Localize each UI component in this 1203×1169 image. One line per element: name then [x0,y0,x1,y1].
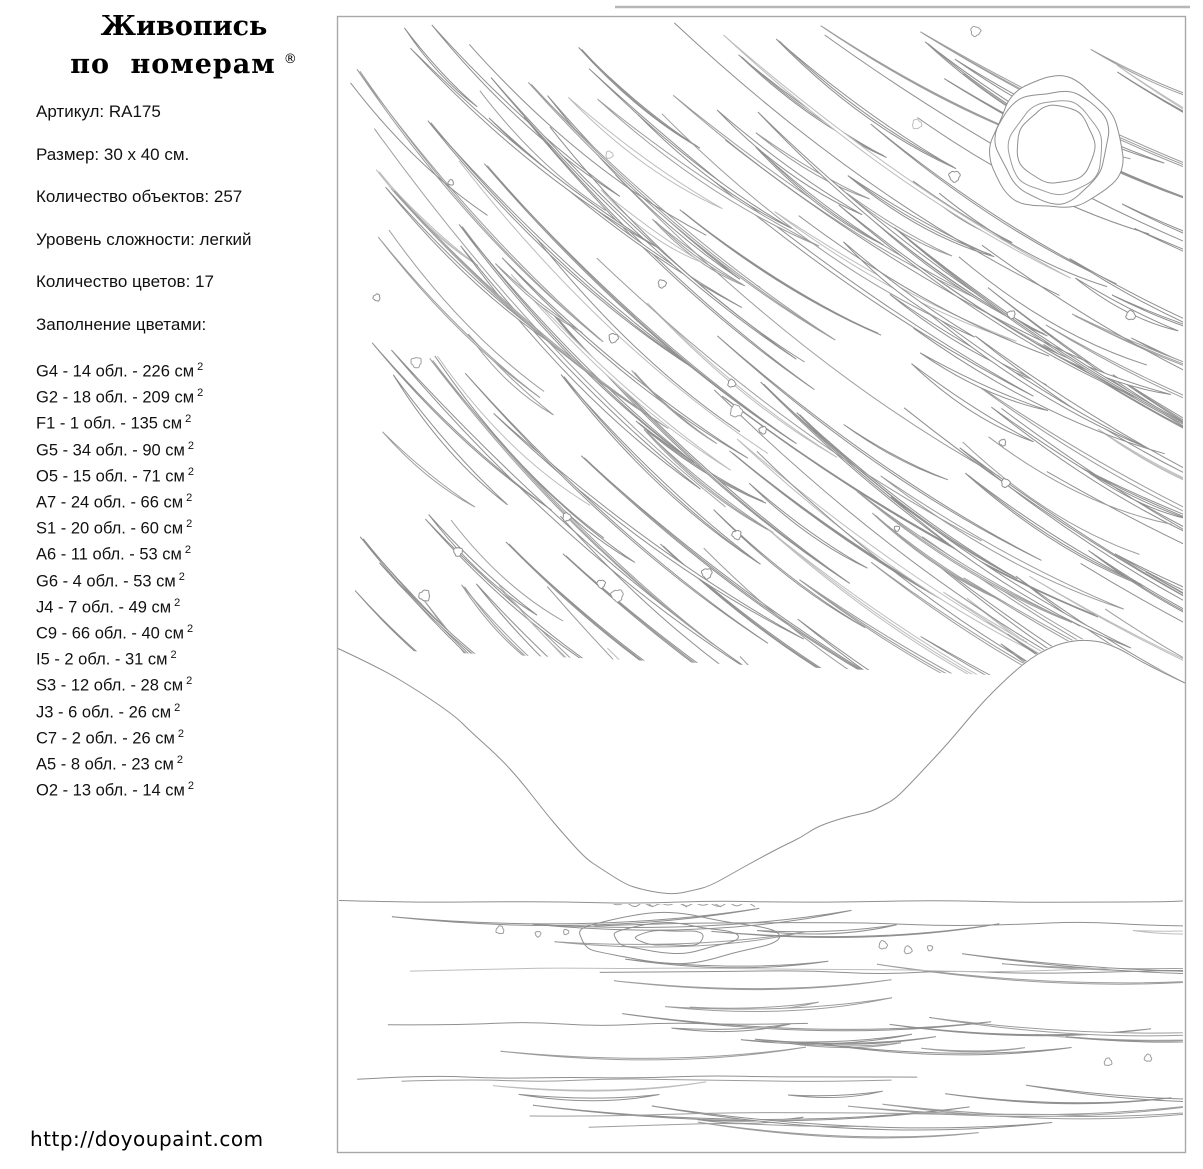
color-list-item-text: J4 - 7 обл. - 49 см [36,598,172,617]
color-list-item-sup: 2 [186,492,193,505]
color-list-item-text: J3 - 6 обл. - 26 см [36,703,172,722]
website-link[interactable]: http://doyoupaint.com [30,1127,264,1151]
color-list-item-text: O5 - 15 обл. - 71 см [36,467,185,486]
color-list-item-text: S1 - 20 обл. - 60 см [36,519,184,538]
color-list-item-sup: 2 [187,439,195,452]
color-list-item-sup: 2 [186,675,193,688]
info-colors-count: Количество цветов: 17 [36,272,214,291]
color-list-item-sup: 2 [177,727,184,740]
info-fill-header: Заполнение цветами: [36,314,207,334]
color-list-item-sup: 2 [170,649,177,662]
color-list-item-sup: 2 [176,754,184,767]
color-list-item-sup: 2 [187,780,195,793]
brand-logo-line2: по номерам ® [70,49,298,80]
color-list-item-sup: 2 [174,701,181,714]
color-list-item-text: G6 - 4 обл. - 53 см [36,572,176,591]
color-list-item-sup: 2 [184,544,191,557]
color-list-item-sup: 2 [186,623,194,636]
color-list-item-sup: 2 [186,518,193,531]
color-list-item-text: A6 - 11 обл. - 53 см [36,545,182,564]
brand-logo-line1: Живопись [100,11,268,42]
color-list-item-text: G2 - 18 обл. - 209 см [36,388,195,407]
info-difficulty: Уровень сложности: легкий [36,229,252,249]
color-list-item-text: C9 - 66 обл. - 40 см [36,624,184,643]
color-list-item-text: G5 - 34 обл. - 90 см [36,441,185,460]
color-list-item-text: A7 - 24 обл. - 66 см [36,493,184,512]
color-list-item-text: G4 - 14 обл. - 226 см [36,362,195,381]
color-list-item-text: C7 - 2 обл. - 26 см [36,729,175,748]
color-list-item-sup: 2 [185,413,192,426]
info-objects: Количество объектов: 257 [36,187,243,206]
color-list-item-text: O2 - 13 обл. - 14 см [36,781,185,800]
info-article: Артикул: RA175 [36,102,161,121]
registered-mark: ® [283,52,298,67]
info-size: Размер: 30 х 40 см. [36,144,190,164]
color-list-item-sup: 2 [187,465,195,478]
color-list-item-text: F1 - 1 обл. - 135 см [36,414,183,433]
color-list-item-sup: 2 [178,570,185,583]
color-list-item-text: A5 - 8 обл. - 23 см [36,755,174,774]
color-list-item-sup: 2 [197,387,204,400]
color-list-item-sup: 2 [174,596,181,609]
color-list-item-sup: 2 [197,361,204,373]
color-list-item-text: I5 - 2 обл. - 31 см [36,650,168,669]
color-list-item-text: S3 - 12 обл. - 28 см [36,676,184,695]
